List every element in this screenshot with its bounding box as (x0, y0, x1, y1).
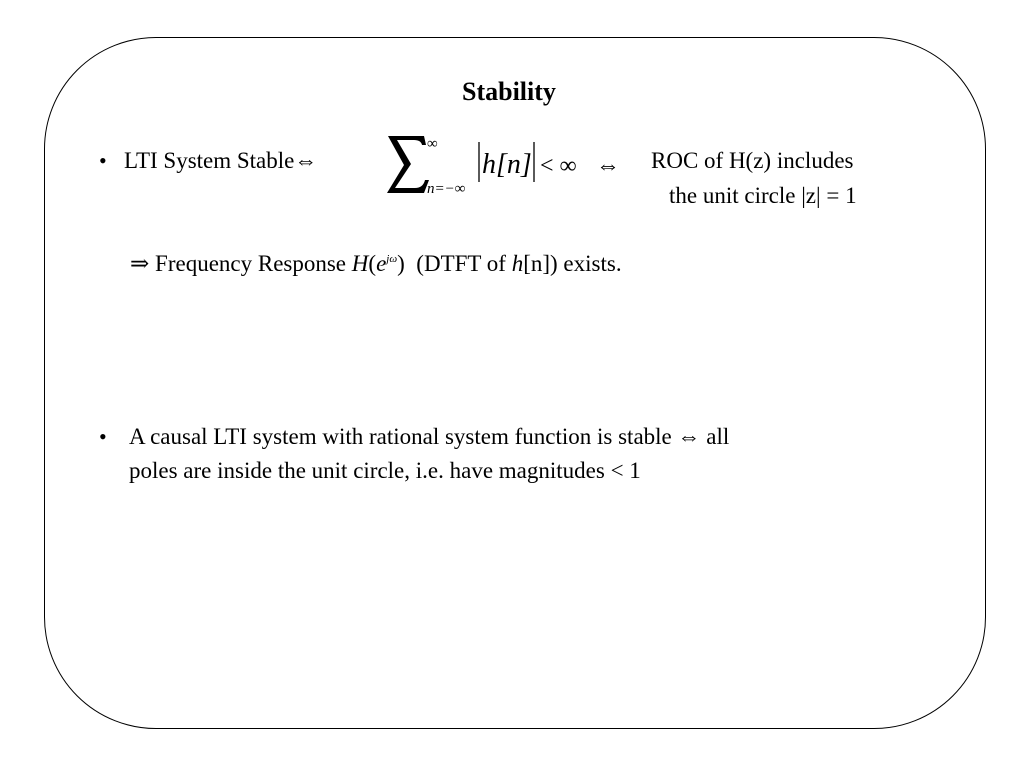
sum-lower-limit: n=−∞ (427, 181, 466, 197)
freq-text-before: Frequency Response (155, 251, 352, 276)
sum-upper-limit: ∞ (427, 136, 438, 152)
bullet1-iff-symbol: ⇔ (294, 148, 318, 173)
freq-e: e (376, 251, 387, 276)
freq-close-paren: ) (397, 251, 405, 276)
formula-iff-symbol: ⇔ (596, 153, 620, 179)
bullet1-lead (124, 146, 317, 176)
freq-text-after-start: (DTFT of (404, 251, 512, 276)
summation-sign (387, 136, 429, 193)
stability-formula-svg (384, 126, 634, 206)
frequency-response-line (130, 249, 622, 283)
bullet2-line-2: poles are inside the unit circle, i.e. have magnitudes < 1 (129, 458, 641, 483)
freq-h: h (511, 251, 524, 276)
bullet-dot: • (99, 424, 107, 449)
formula-term: h[n] (482, 149, 532, 180)
slide-title: Stability (462, 77, 556, 106)
bullet-dot: • (99, 148, 107, 173)
freq-exponent: jω (386, 253, 398, 265)
bullet2-line-1: A causal LTI system with rational system function is stable ⇔ all (129, 424, 730, 449)
bullet1-lead-text: LTI System Stable (124, 148, 295, 173)
freq-text-after-end: [n]) exists. (523, 251, 622, 276)
implies-arrow: ⇒ (130, 251, 150, 276)
stability-formula (384, 126, 634, 206)
formula-relation: < ∞ (540, 153, 577, 179)
roc-line-1: ROC of H(z) includes (651, 148, 854, 173)
freq-open-paren: ( (368, 251, 377, 276)
roc-line-2: the unit circle |z| = 1 (669, 183, 857, 208)
freq-H: H (351, 251, 369, 276)
